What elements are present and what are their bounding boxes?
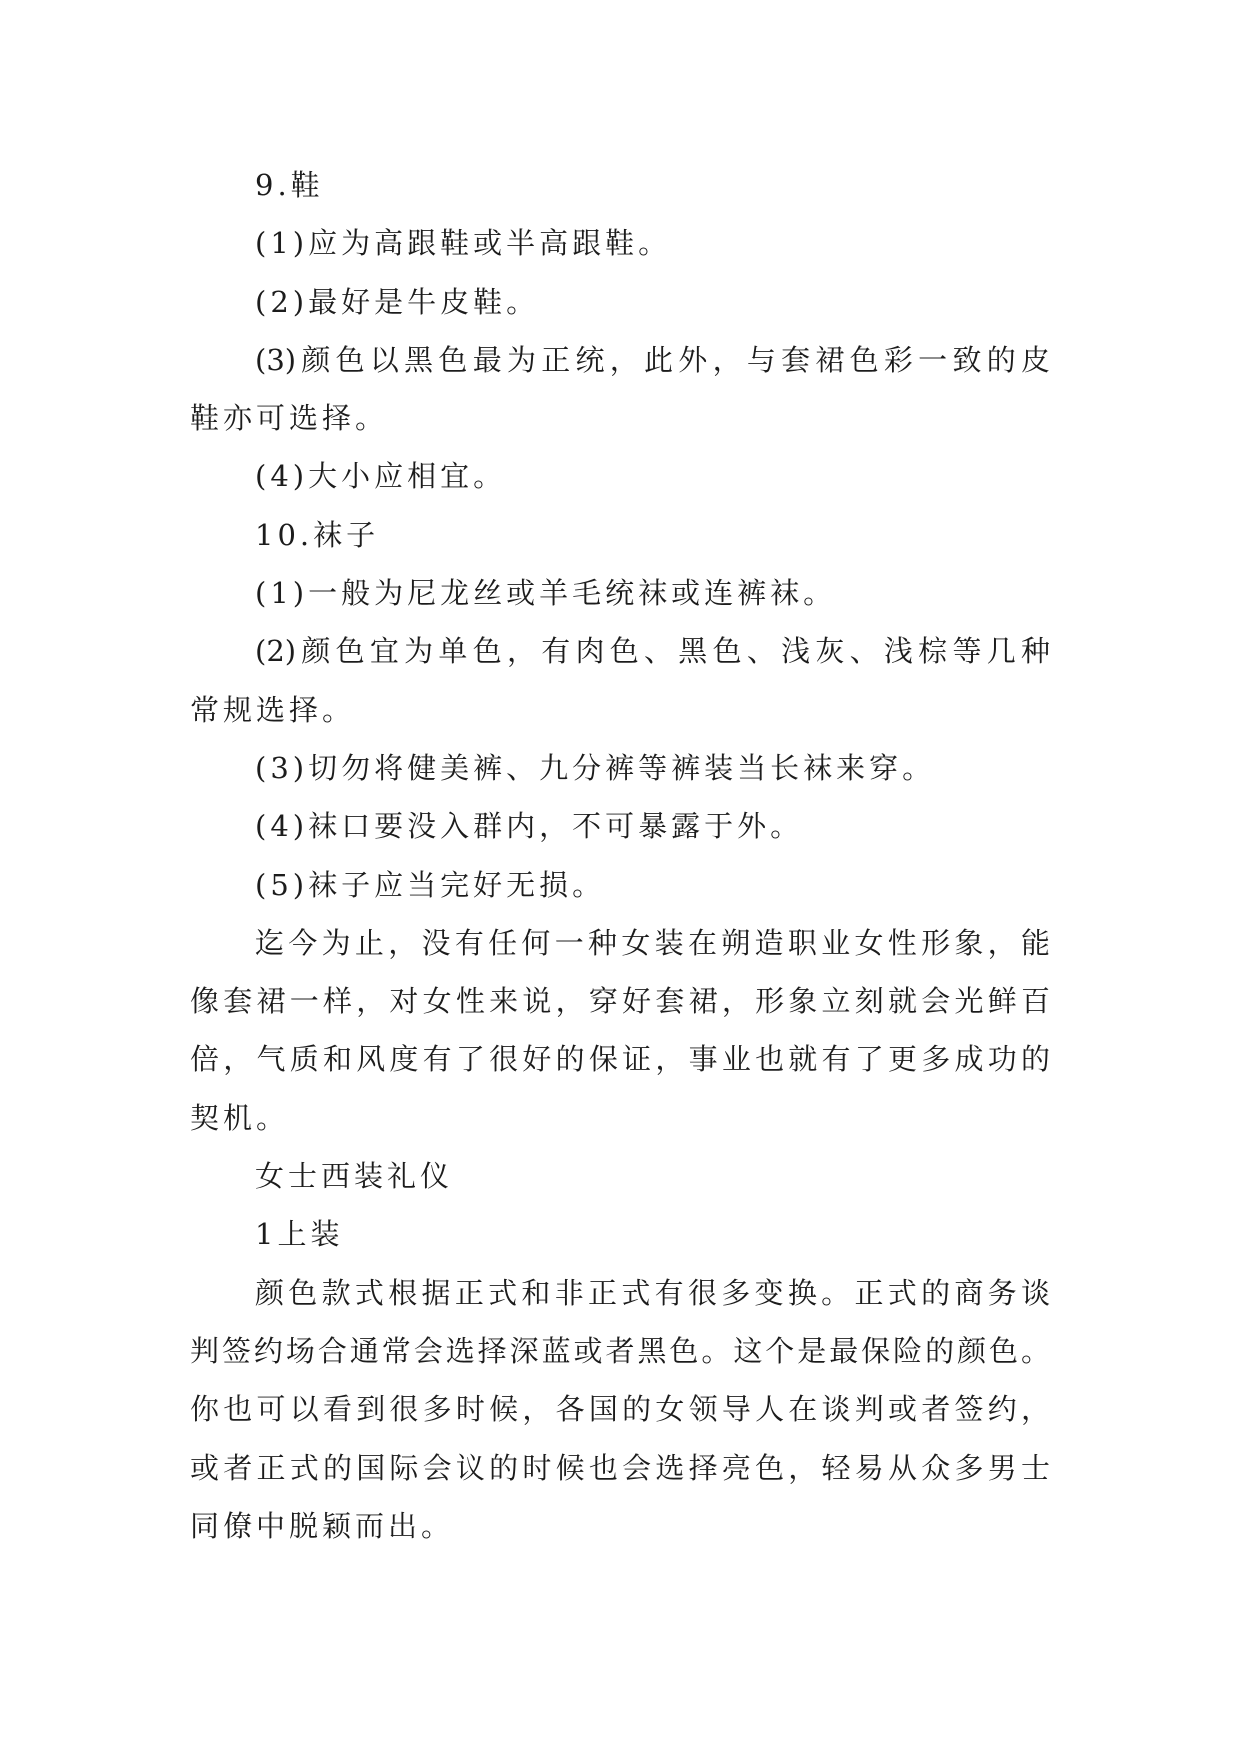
section-title (190, 1147, 1050, 1205)
list-item (190, 856, 1050, 914)
list-item (190, 214, 1050, 272)
section-heading-socks (190, 506, 1050, 564)
text-line: 倍，气质和风度有了很好的保证，事业也就有了更多成功的 (190, 1042, 1050, 1077)
body-paragraph (190, 1264, 1050, 1555)
text-line: 9.鞋 (255, 168, 324, 202)
text-line: 常规选择。 (190, 692, 356, 727)
text-line: 迄今为止，没有任何一种女装在朔造职业女性形象，能 (255, 925, 1050, 960)
list-item (190, 447, 1050, 505)
list-item (190, 331, 1050, 448)
text-line: 你也可以看到很多时候，各国的女领导人在谈判或者签约， (190, 1392, 1050, 1427)
list-item (190, 739, 1050, 797)
text-line: 1上装 (255, 1217, 344, 1252)
text-line: (3)颜色以黑色最为正统，此外，与套裙色彩一致的皮 (255, 342, 1050, 377)
text-line: 同僚中脱颖而出。 (190, 1508, 455, 1543)
text-line: (2)最好是牛皮鞋。 (255, 284, 540, 319)
text-line: 或者正式的国际会议的时候也会选择亮色，轻易从众多男士 (190, 1450, 1050, 1485)
section-heading-shoes (190, 156, 1050, 214)
list-item (190, 564, 1050, 622)
text-line: (5)袜子应当完好无损。 (255, 867, 606, 902)
section-heading-jacket (190, 1205, 1050, 1263)
text-line: 判签约场合通常会选择深蓝或者黑色。这个是最保险的颜色。 (190, 1333, 1050, 1368)
document-body (190, 156, 1050, 1555)
text-line: (3)切勿将健美裤、九分裤等裤装当长袜来穿。 (255, 750, 936, 785)
body-paragraph (190, 914, 1050, 1147)
text-line: 女士西装礼仪 (255, 1159, 454, 1194)
text-line: (2)颜色宜为单色，有肉色、黑色、浅灰、浅棕等几种 (255, 634, 1050, 669)
text-line: 契机。 (190, 1100, 290, 1135)
list-item (190, 797, 1050, 855)
text-line: (4)大小应相宜。 (255, 459, 507, 494)
text-line: 像套裙一样，对女性来说，穿好套裙，形象立刻就会光鲜百 (190, 984, 1050, 1019)
text-line: 鞋亦可选择。 (190, 401, 389, 436)
text-line: 10.袜子 (255, 517, 380, 552)
text-line: 颜色款式根据正式和非正式有很多变换。正式的商务谈 (255, 1275, 1050, 1310)
text-line: (1)一般为尼龙丝或羊毛统袜或连裤袜。 (255, 576, 837, 611)
list-item (190, 273, 1050, 331)
text-line: (1)应为高跟鞋或半高跟鞋。 (255, 226, 672, 261)
list-item (190, 622, 1050, 739)
text-line: (4)袜口要没入群内，不可暴露于外。 (255, 809, 804, 844)
